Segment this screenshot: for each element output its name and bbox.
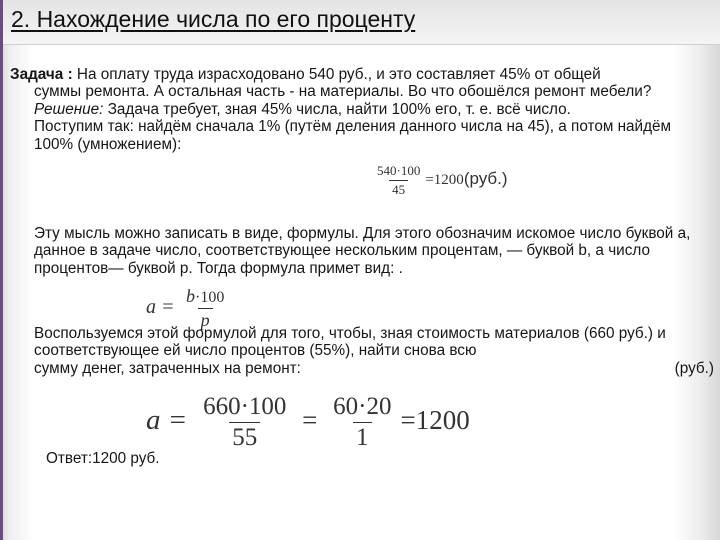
formula-calculation-result: =1200 (400, 404, 470, 435)
formula-calculation-equals-1: = (302, 404, 318, 435)
answer-text: Ответ:1200 руб. (46, 450, 160, 467)
formula-general-num-rest: ·100 (195, 289, 225, 306)
formula-calculation-denominator-2: 1 (353, 422, 372, 452)
problem-label: Задача : (10, 66, 73, 83)
formula-first-unit: (руб.) (463, 168, 508, 188)
formula-general-den-var: p (200, 310, 210, 330)
formula-first-result: =1200 (425, 171, 464, 188)
formula-calculation-fraction-1 (200, 393, 289, 452)
application-last-line: сумму денег, затраченных на ремонт: (34, 359, 301, 377)
formula-general-num-var: b (186, 286, 195, 306)
formula-first (374, 163, 508, 198)
formula-first-denominator: 45 (389, 180, 408, 198)
problem-text-first: На оплату труда израсходовано 540 руб., и это составляет 45% от общей (76, 66, 601, 83)
slide-title: 2. Нахождение числа по его проценту (11, 6, 416, 32)
formula-calculation-numerator-1: 660·100 (203, 393, 287, 420)
formula-general-lhs: a = (146, 295, 175, 318)
formula-calculation-lhs: a = (146, 403, 188, 436)
problem-text-rest: суммы ремонта. А остальная часть - на материалы. Во что обошёлся ремонт мебели? (34, 83, 652, 101)
solution-text: Задача требует, зная 45% числа, найти 100% его, т. е. всё число. (107, 100, 571, 118)
application-text: Воспользуемся этой формулой для того, чтобы, зная стоимость материалов (660 руб.) и соответствующее ей число процентов (55%), найти снова всю (34, 325, 666, 360)
formula-calculation (146, 393, 476, 452)
formula-calculation-denominator-1: 55 (229, 422, 260, 452)
formula-calculation-fraction-2 (330, 393, 394, 452)
application-unit: (руб.) (674, 359, 714, 377)
formula-first-numerator: 540·100 (377, 163, 421, 178)
formula-first-fraction (374, 163, 423, 198)
formula-calculation-numerator-2: 60·20 (333, 393, 392, 420)
solution-label: Решение: (34, 100, 104, 118)
step-text: Поступим так: найдём сначала 1% (путём деления данного числа на 45), а потом найдём 100% (умножением): (34, 118, 672, 153)
left-accent-bar (0, 0, 3, 540)
formula-general-numerator (183, 286, 227, 308)
problem-block (10, 66, 710, 153)
explanation-text: Эту мысль можно записать в виде, формулы. Для этого обозначим искомое число буквой а, данное в задаче число, соответствующее нескольким процентам, — буквой b, а число процентов— буквой р. Тогда формула примет вид: . (34, 225, 691, 277)
application-block (34, 325, 714, 377)
title-bar (3, 0, 720, 45)
